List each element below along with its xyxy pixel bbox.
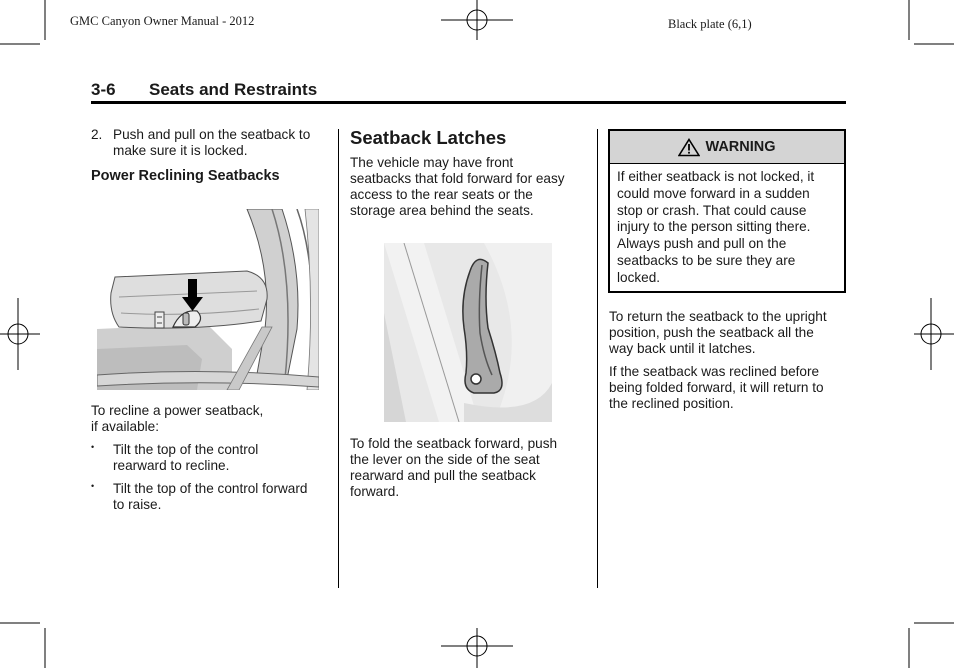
body-text-line: being folded forward, it will return to [609,380,824,395]
step-text-line: Push and pull on the seatback to [113,127,311,142]
step-number: 2. [91,127,103,142]
warning-text-line: injury to the person sitting there. [617,219,811,235]
body-text-line: The vehicle may have front [350,155,514,170]
warning-text-line: locked. [617,269,661,285]
column-divider-2 [597,129,598,588]
warning-text-line: If either seatback is not locked, it [617,169,815,184]
bullet-text-line: Tilt the top of the control [113,442,259,457]
section-title: Seats and Restraints [149,80,318,99]
warning-text-line: could move forward in a sudden [617,185,810,201]
warning-box [608,129,846,293]
body-text-line: the lever on the side of the seat [350,452,540,467]
manual-title: GMC Canyon Owner Manual - 2012 [70,14,255,28]
warning-text-line: stop or crash. That could cause [617,202,807,218]
intro-text-line: To recline a power seatback, [91,403,264,418]
seatback-lever-illustration [384,243,552,422]
bullet-text-line: rearward to recline. [113,458,230,473]
warning-text-line: seatbacks to be sure they are [617,252,796,268]
body-text-line: If the seatback was reclined before [609,364,820,379]
body-text-line: To fold the seatback forward, push [350,436,558,451]
warning-label: WARNING [705,139,776,155]
body-text-line: position, push the seatback all the [609,325,814,340]
bullet-text-line: Tilt the top of the control forward [113,481,308,496]
body-text-line: access to the rear seats or the [350,187,533,202]
column-divider-1 [338,129,339,588]
warning-triangle-icon [678,138,700,157]
warning-header [610,131,844,164]
power-seat-illustration [97,209,319,390]
body-text-line: forward. [350,484,400,499]
body-text-line: rearward and pull the seatback [350,468,536,483]
body-text-line: way back until it latches. [609,341,756,356]
intro-text-line: if available: [91,419,160,434]
body-text-line: the reclined position. [609,396,734,411]
bullet-marker: • [91,481,95,491]
warning-body [610,164,844,287]
section-number: 3-6 [91,80,116,99]
bullet-text-line: to raise. [113,497,162,512]
subheading: Power Reclining Seatbacks [91,168,280,184]
section-heading: Seatback Latches [350,127,507,148]
body-text-line: seatbacks that fold forward for easy [350,171,565,186]
body-text-line: storage area behind the seats. [350,203,534,218]
plate-label: Black plate (6,1) [668,17,752,31]
step-text-line: make sure it is locked. [113,143,248,158]
body-text-line: To return the seatback to the upright [609,309,827,324]
bullet-marker: • [91,442,95,452]
warning-text-line: Always push and pull on the [617,236,787,252]
header-rule [91,101,846,104]
